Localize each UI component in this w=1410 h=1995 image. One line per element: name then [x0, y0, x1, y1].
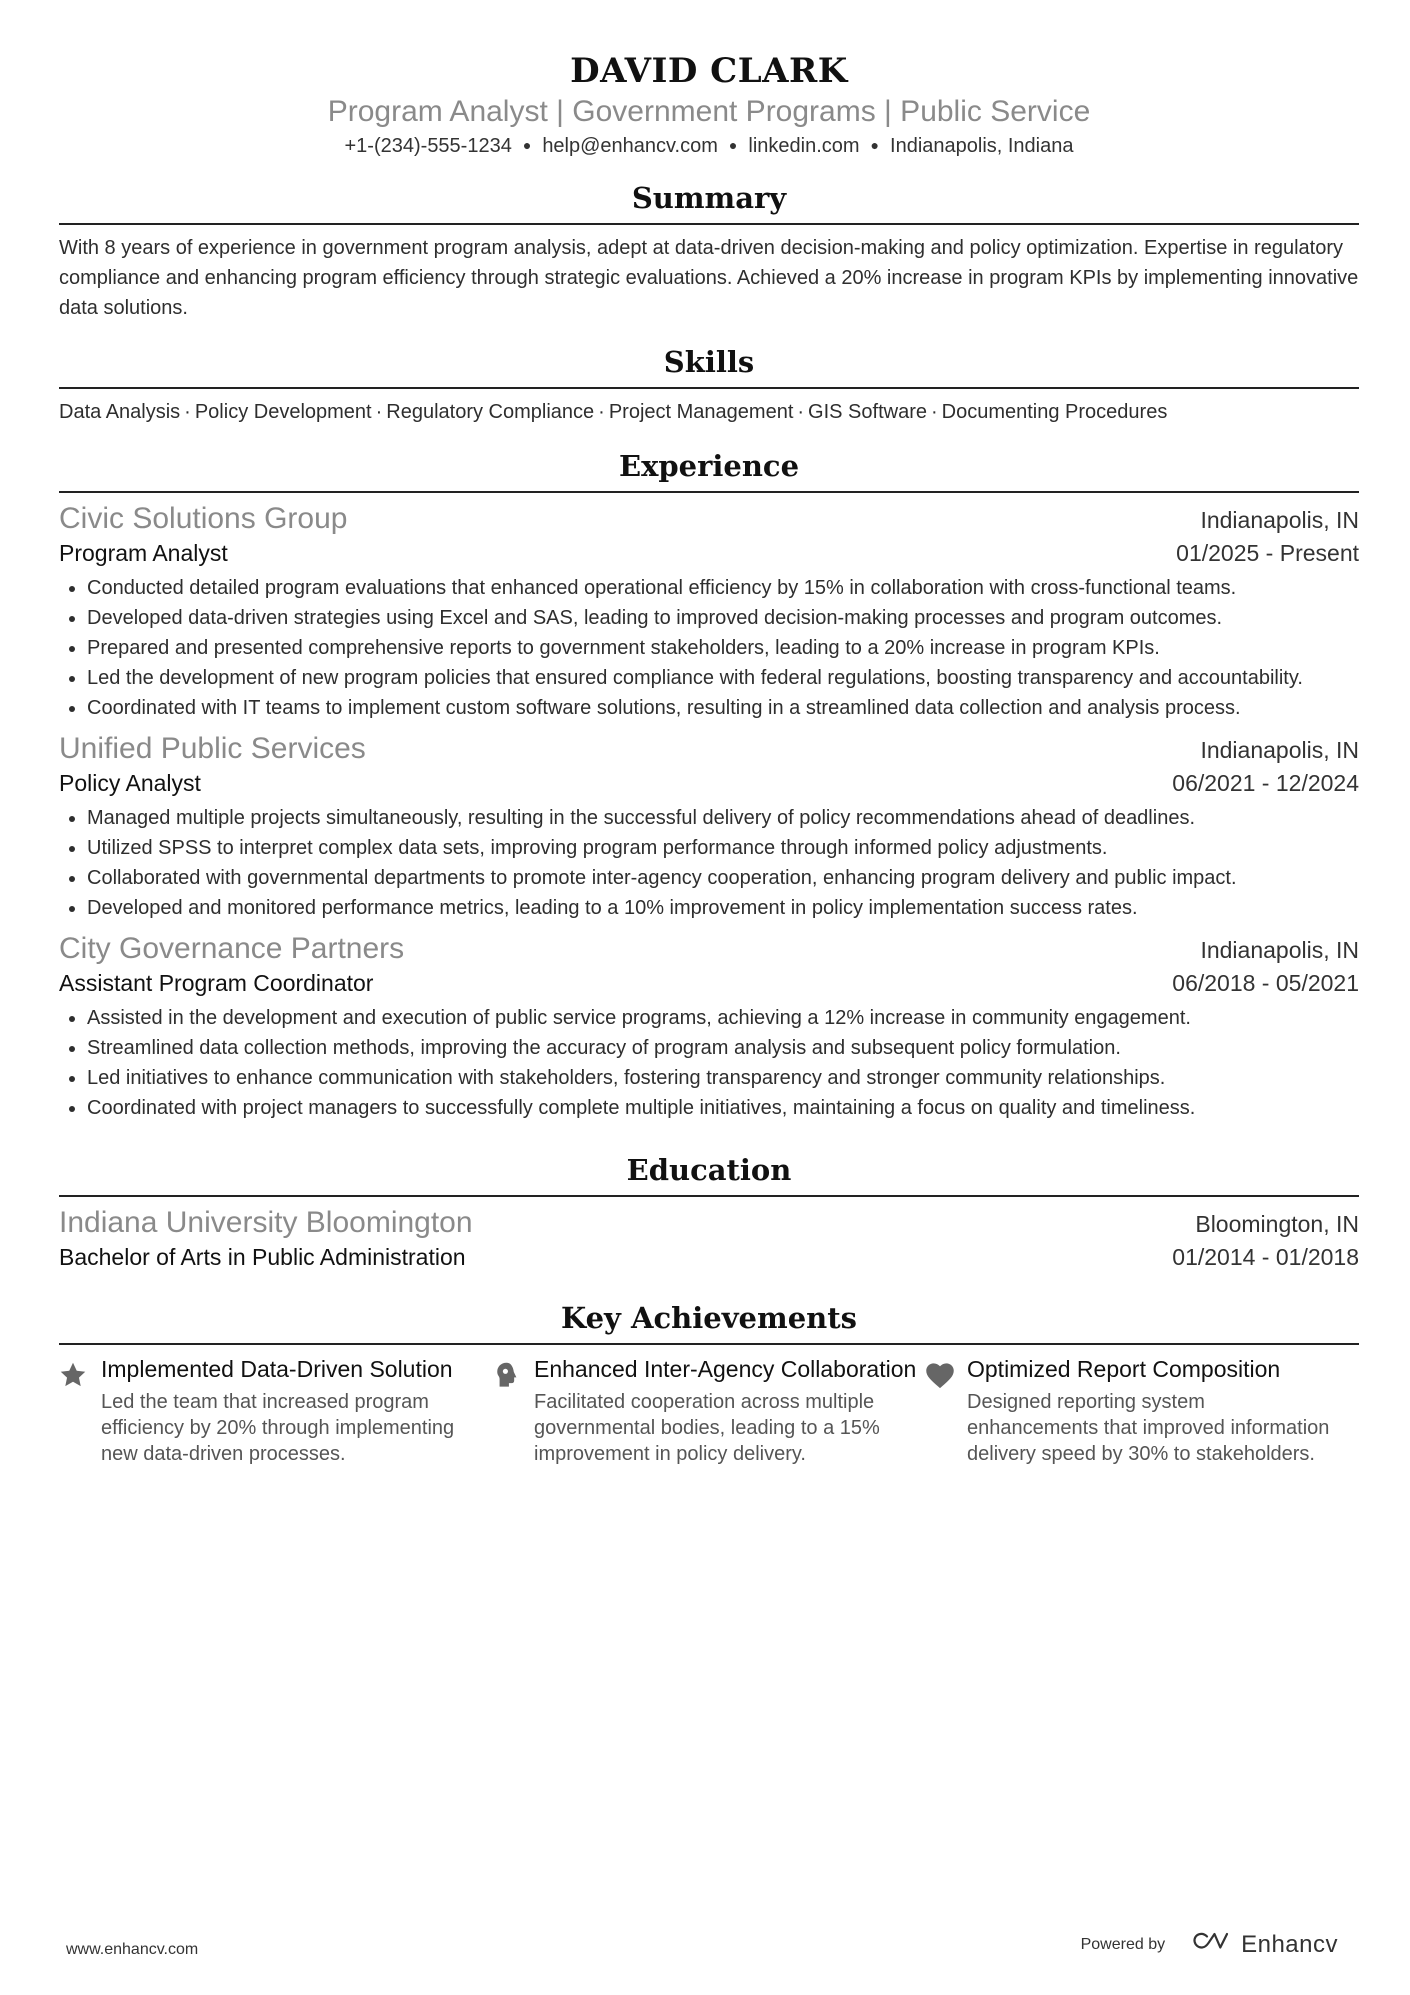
education-header-row — [59, 1205, 1359, 1241]
resume-header — [59, 0, 1359, 159]
job-bullet: • Streamlined data collection methods, improving the accuracy of program analysis and subsequent policy formulation. — [87, 1033, 1359, 1063]
contact-email[interactable]: help@enhancv.com — [542, 135, 718, 157]
skills-list — [59, 397, 1359, 427]
skill-item: Regulatory Compliance — [386, 401, 595, 423]
achievement-title: Implemented Data-Driven Solution — [101, 1356, 453, 1382]
skill-separator: · — [598, 401, 605, 423]
contact-linkedin[interactable]: linkedin.com — [748, 135, 860, 157]
job-location: Indianapolis, IN — [1200, 507, 1359, 533]
skill-separator: · — [184, 401, 191, 423]
achievements-section — [59, 1299, 1359, 1467]
experience-section — [59, 447, 1359, 1123]
achievement-item — [59, 1355, 492, 1467]
achievements-grid — [59, 1355, 1359, 1467]
contact-separator: ● — [522, 137, 532, 153]
candidate-tagline: Program Analyst | Government Programs | Public Service — [327, 95, 1091, 128]
resume-page — [59, 0, 1359, 1467]
skills-section — [59, 343, 1359, 427]
candidate-name: DAVID CLARK — [570, 51, 848, 91]
footer-website[interactable]: www.enhancv.com — [66, 1941, 199, 1958]
achievement-title: Optimized Report Composition — [967, 1356, 1281, 1382]
job-dates: 06/2021 - 12/2024 — [1172, 770, 1359, 796]
job-company: Unified Public Services — [59, 732, 366, 765]
job-bullet: • Led initiatives to enhance communication with stakeholders, fostering transparency and stronger community relationships. — [87, 1063, 1359, 1093]
job-bullets — [59, 803, 1359, 923]
skills-heading: Skills — [59, 343, 1359, 389]
achievement-title: Enhanced Inter-Agency Collaboration — [534, 1356, 917, 1382]
achievement-desc: Facilitated cooperation across multiple governmental bodies, leading to a 15% improvement in policy delivery. — [534, 1391, 880, 1465]
job-bullet: • Managed multiple projects simultaneously, resulting in the successful delivery of policy recommendations ahead of deadlines. — [87, 803, 1359, 833]
summary-section — [59, 179, 1359, 323]
skill-separator: · — [375, 401, 383, 423]
job-role: Assistant Program Coordinator — [59, 970, 374, 996]
job-bullet: • Developed data-driven strategies using Excel and SAS, leading to improved decision-making processes and program outcomes. — [87, 603, 1359, 633]
achievement-desc: Led the team that increased program efficiency by 20% through implementing new data-driven processes. — [101, 1391, 455, 1465]
contact-location: Indianapolis, Indiana — [890, 135, 1074, 157]
enhancv-logo-icon — [1191, 1930, 1233, 1959]
skill-separator: · — [930, 401, 938, 423]
achievement-desc: Designed reporting system enhancements that improved information delivery speed by 30% to stakeholders. — [967, 1391, 1330, 1465]
education-degree: Bachelor of Arts in Public Administration — [59, 1244, 466, 1270]
skill-separator: · — [797, 401, 805, 423]
contact-separator: ● — [728, 137, 738, 153]
job-location: Indianapolis, IN — [1200, 737, 1359, 763]
job-header-row — [59, 731, 1359, 767]
achievement-item — [492, 1355, 925, 1467]
education-section — [59, 1151, 1359, 1273]
brand-name: Enhancv — [1241, 1930, 1338, 1958]
job-role-row — [59, 767, 1359, 799]
job-dates: 06/2018 - 05/2021 — [1172, 970, 1359, 996]
job-bullet: • Led the development of new program policies that ensured compliance with federal regulations, boosting transparency and accountability. — [87, 663, 1359, 693]
job-bullets — [59, 573, 1359, 723]
contact-line — [59, 132, 1359, 159]
skill-item: Documenting Procedures — [941, 401, 1168, 423]
job-bullet: • Coordinated with project managers to successfully complete multiple initiatives, maintaining a focus on quality and timeliness. — [87, 1093, 1359, 1123]
star-icon — [59, 1355, 101, 1467]
job-dates: 01/2025 - Present — [1176, 540, 1359, 566]
contact-phone: +1-(234)-555-1234 — [344, 135, 512, 157]
job-company: Civic Solutions Group — [59, 502, 348, 535]
job-bullet: • Collaborated with governmental departments to promote inter-agency cooperation, enhancing program delivery and public impact. — [87, 863, 1359, 893]
heart-icon — [925, 1355, 967, 1467]
job-bullet: • Prepared and presented comprehensive reports to government stakeholders, leading to a 20% increase in program KPIs. — [87, 633, 1359, 663]
skill-item: GIS Software — [808, 401, 927, 423]
head-icon — [492, 1355, 534, 1467]
job-role-row — [59, 967, 1359, 999]
job-bullet: • Assisted in the development and execution of public service programs, achieving a 12% increase in community engagement. — [87, 1003, 1359, 1033]
education-degree-row — [59, 1241, 1359, 1273]
skill-item: Data Analysis — [59, 401, 181, 423]
job-role: Policy Analyst — [59, 770, 201, 796]
job-entry — [59, 931, 1359, 1123]
achievement-item — [925, 1355, 1358, 1467]
job-role-row — [59, 537, 1359, 569]
summary-text: With 8 years of experience in government program analysis, adept at data-driven decision-making and policy optimization. Expertise in regulatory compliance and enhancing program efficiency through strategic evaluations. Achieved a 20% increase in program KPIs by implementing innovative data solutions. — [59, 237, 1359, 319]
contact-separator: ● — [870, 137, 880, 153]
job-bullets — [59, 1003, 1359, 1123]
education-dates: 01/2014 - 01/2018 — [1172, 1244, 1359, 1270]
powered-by-label: Powered by — [1080, 1935, 1166, 1953]
education-school: Indiana University Bloomington — [59, 1206, 473, 1239]
job-entry — [59, 501, 1359, 723]
job-company: City Governance Partners — [59, 932, 405, 965]
job-header-row — [59, 501, 1359, 537]
achievements-heading: Key Achievements — [59, 1299, 1359, 1345]
education-location: Bloomington, IN — [1195, 1211, 1359, 1237]
summary-heading: Summary — [59, 179, 1359, 225]
job-location: Indianapolis, IN — [1200, 937, 1359, 963]
experience-heading: Experience — [59, 447, 1359, 493]
footer-branding — [1081, 1930, 1338, 1959]
job-entry — [59, 731, 1359, 923]
job-bullet: • Coordinated with IT teams to implement custom software solutions, resulting in a streamlined data collection and analysis process. — [87, 693, 1359, 723]
job-bullet: • Developed and monitored performance metrics, leading to a 10% improvement in policy implementation success rates. — [87, 893, 1359, 923]
job-header-row — [59, 931, 1359, 967]
job-role: Program Analyst — [59, 540, 228, 566]
job-bullet: • Conducted detailed program evaluations that enhanced operational efficiency by 15% in collaboration with cross-functional teams. — [87, 573, 1359, 603]
skill-item: Policy Development — [194, 401, 372, 423]
education-entry — [59, 1205, 1359, 1273]
skill-item: Project Management — [608, 401, 794, 423]
education-heading: Education — [59, 1151, 1359, 1197]
job-bullet: • Utilized SPSS to interpret complex data sets, improving program performance through informed policy adjustments. — [87, 833, 1359, 863]
